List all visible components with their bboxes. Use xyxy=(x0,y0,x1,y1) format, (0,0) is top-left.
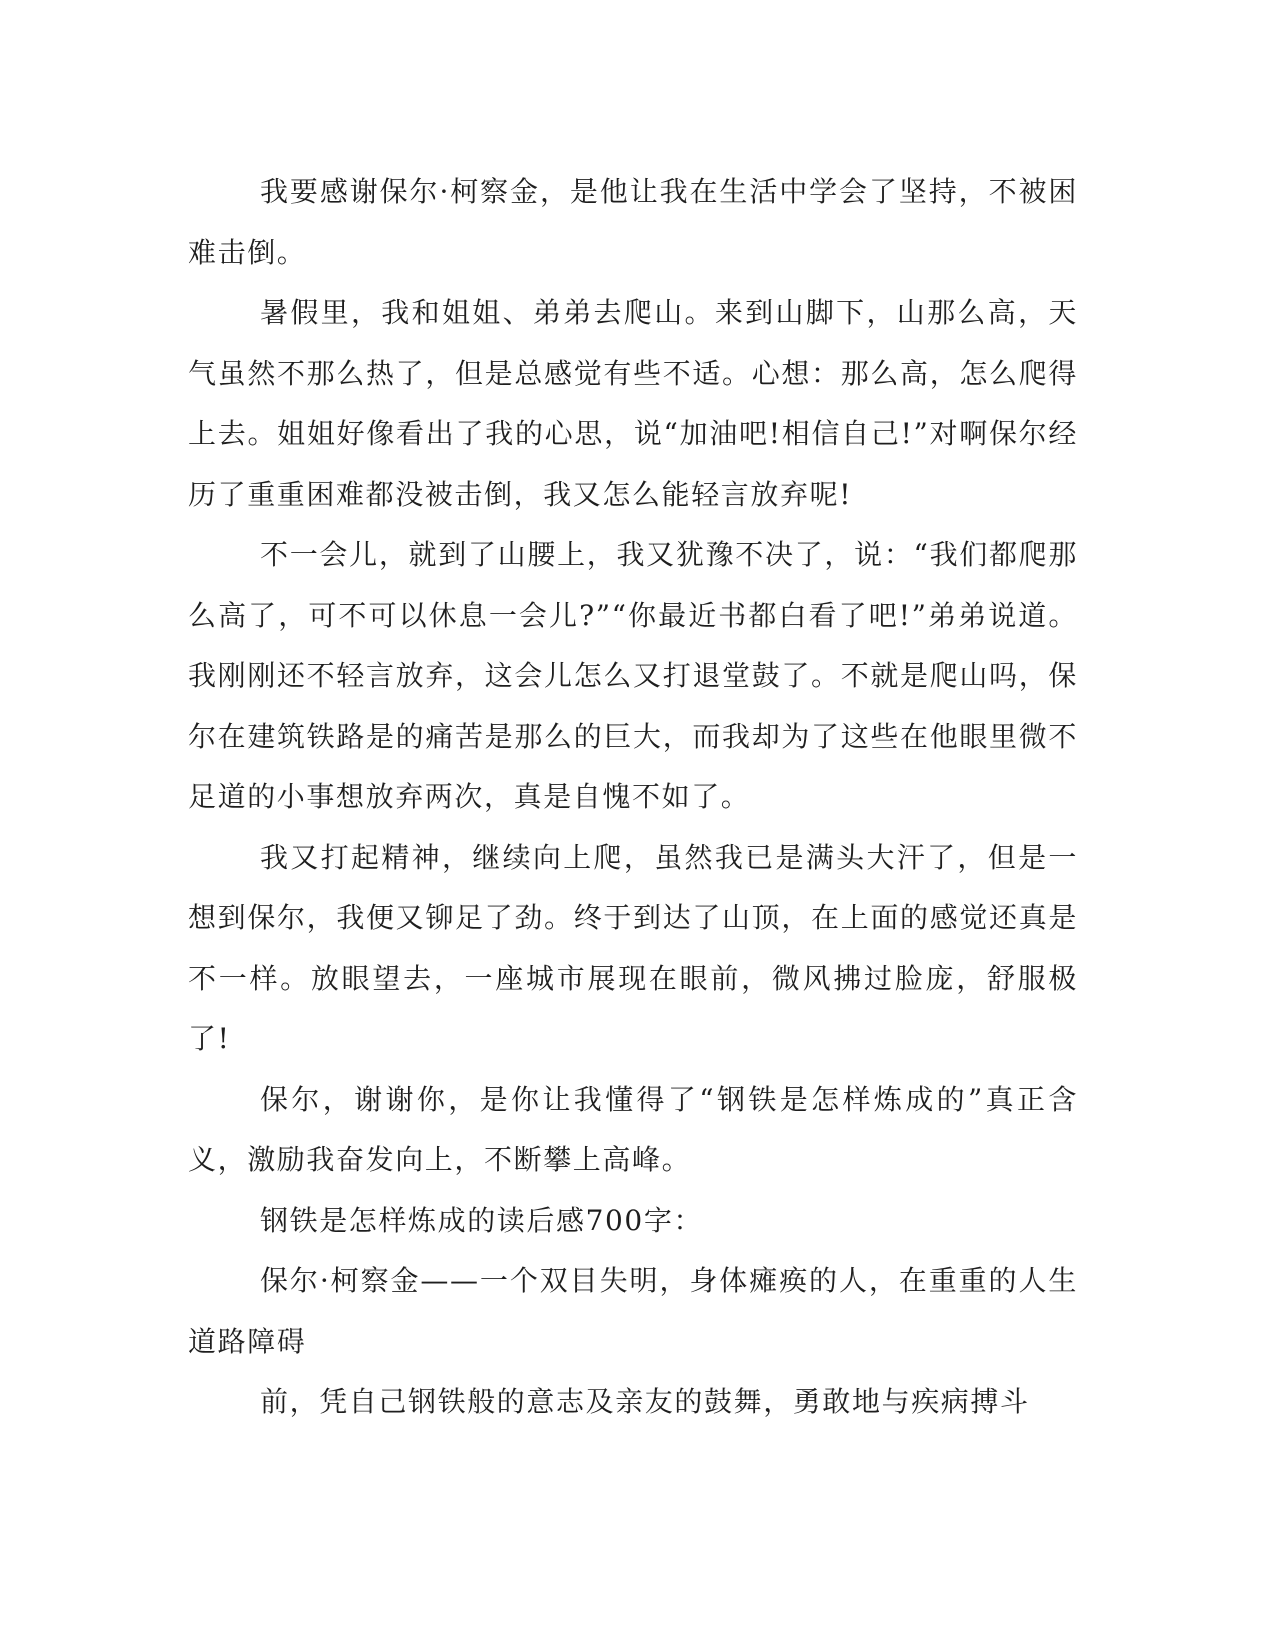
paragraph: 保尔·柯察金——一个双目失明，身体瘫痪的人，在重重的人生道路障碍 xyxy=(188,1264,1078,1358)
paragraph: 我又打起精神，继续向上爬，虽然我已是满头大汗了，但是一想到保尔，我便又铆足了劲。终于到达了山顶，在上面的感觉还真是不一样。放眼望去，一座城市展现在眼前，微风拂过脸庞，舒服极了! xyxy=(188,840,1078,1055)
section-heading: 钢铁是怎样炼成的读后感700字： xyxy=(260,1203,704,1237)
paragraph: 前，凭自己钢铁般的意志及亲友的鼓舞，勇敢地与疾病搏斗 xyxy=(260,1385,1030,1418)
document-body xyxy=(188,162,1078,1433)
paragraph: 不一会儿，就到了山腰上，我又犹豫不决了，说：“我们都爬那么高了，可不可以休息一会儿?”“你最近书都白看了吧!”弟弟说道。我刚刚还不轻言放弃，这会儿怎么又打退堂鼓了。不就是爬山吗，保尔在建筑铁路是的痛苦是那么的巨大，而我却为了这些在他眼里微不足道的小事想放弃两次，真是自愧不如了。 xyxy=(188,538,1078,813)
paragraph: 我要感谢保尔·柯察金，是他让我在生活中学会了坚持，不被困难击倒。 xyxy=(188,175,1078,269)
paragraph: 暑假里，我和姐姐、弟弟去爬山。来到山脚下，山那么高，天气虽然不那么热了，但是总感觉有些不适。心想：那么高，怎么爬得上去。姐姐好像看出了我的心思，说“加油吧!相信自己!”对啊保尔经历了重重困难都没被击倒，我又怎么能轻言放弃呢! xyxy=(188,296,1078,511)
paragraph: 保尔，谢谢你，是你让我懂得了“钢铁是怎样炼成的”真正含义，激励我奋发向上，不断攀上高峰。 xyxy=(188,1082,1078,1176)
